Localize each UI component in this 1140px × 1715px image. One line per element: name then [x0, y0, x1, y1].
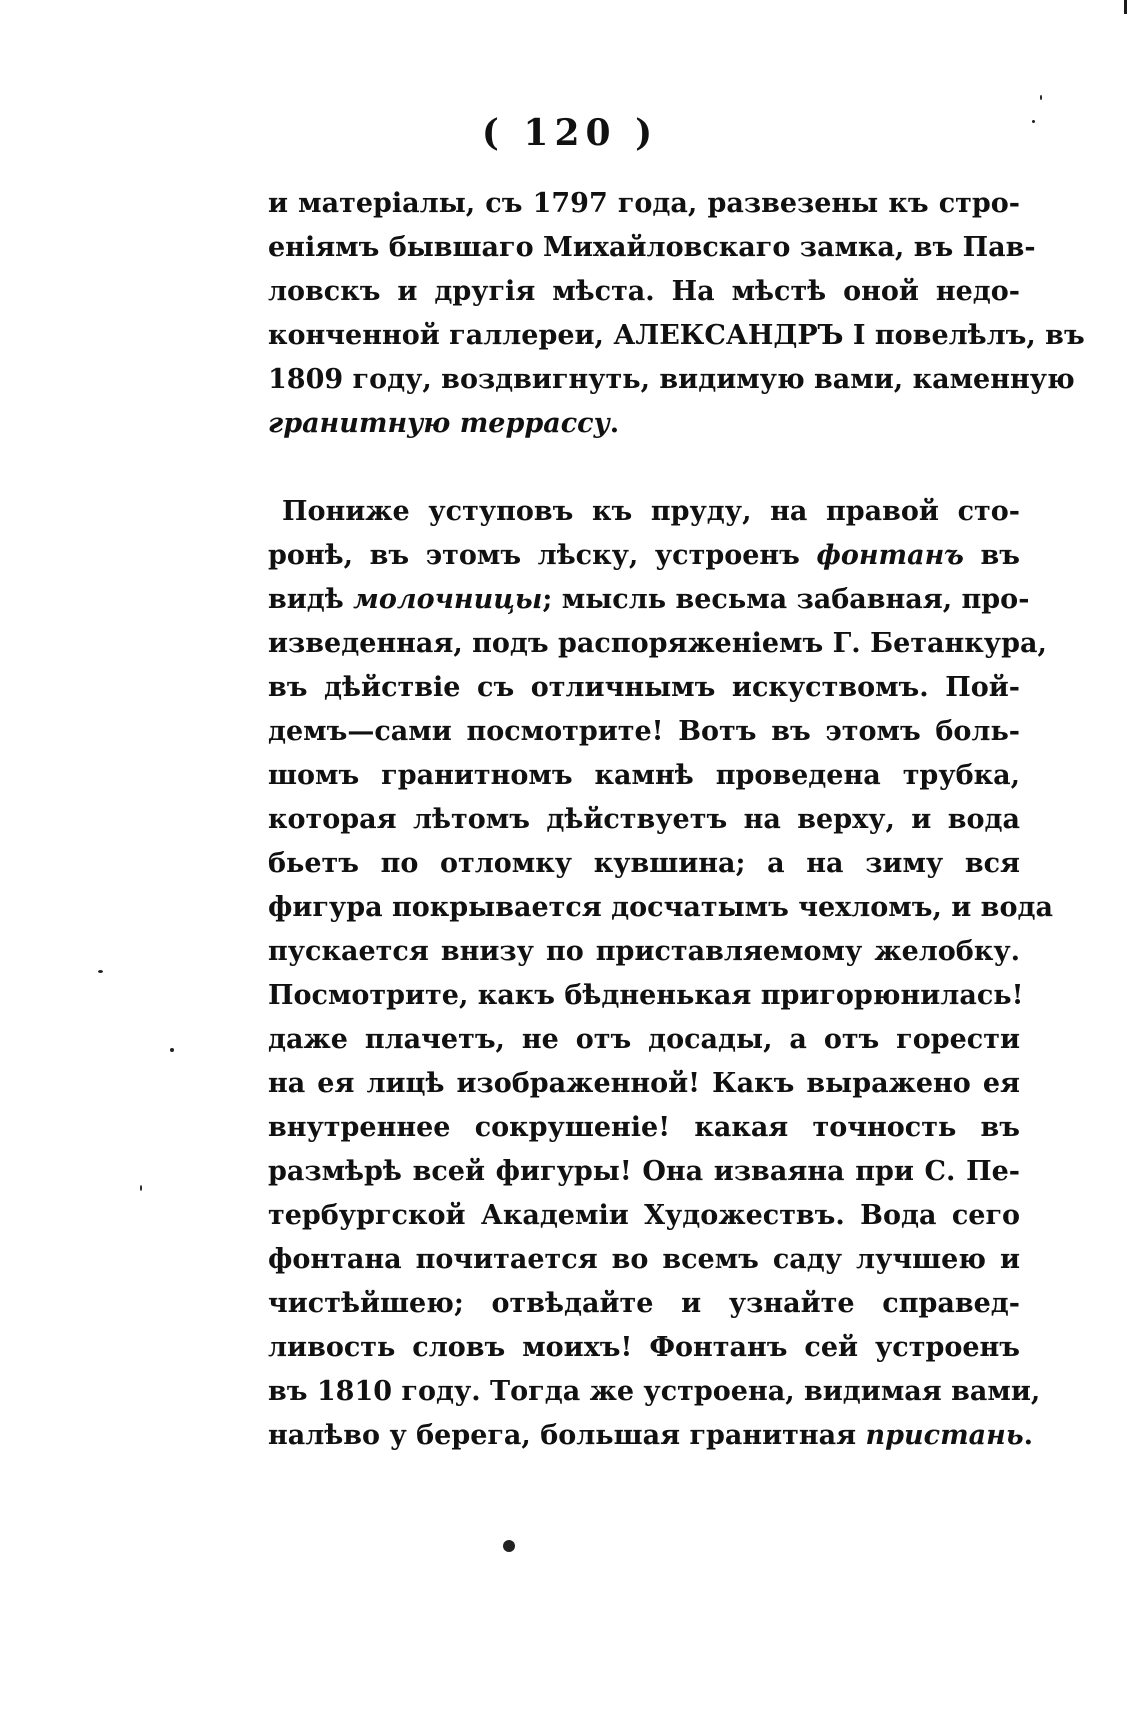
text-line: налѣво у берега, большая гранитная пристань. — [268, 1420, 1034, 1451]
page-number: ( 120 ) — [481, 112, 659, 154]
text-line: въ дѣйствіе съ отличнымъ искуствомъ. Пой- — [268, 672, 1020, 703]
text-line: ливость словъ моихъ! Фонтанъ сей устроенъ — [268, 1332, 1020, 1363]
italic-phrase: молочницы — [353, 584, 543, 615]
italic-phrase: гранитную террассу — [268, 408, 610, 439]
text-line: Посмотрите, какъ бѣдненькая пригорюнилась! — [268, 980, 1024, 1011]
text-line: даже плачетъ, не отъ досады, а отъ горести — [268, 1024, 1020, 1055]
text-line: тербургской Академіи Художествъ. Вода сего — [268, 1200, 1020, 1231]
text-line: конченной галлереи, АЛЕКСАНДРЪ I повелѣлъ, въ — [268, 320, 1085, 351]
text-line: гранитную террассу. — [268, 408, 620, 439]
text-line: и матеріалы, съ 1797 года, развезены къ стро- — [268, 188, 1020, 219]
italic-phrase: пристань — [865, 1420, 1024, 1451]
scan-speck — [140, 1185, 142, 1191]
text-line: бьетъ по отломку кувшина; а на зиму вся — [268, 848, 1020, 879]
text-line: еніямъ бывшаго Михайловскаго замка, въ Пав- — [268, 232, 1036, 263]
scan-speck — [1040, 95, 1042, 100]
text-line: пускается внизу по приставляемому желобку. — [268, 936, 1020, 967]
text-line: видѣ молочницы; мысль весьма забавная, про- — [268, 584, 1030, 615]
text-line: въ 1810 году. Тогда же устроена, видимая вами, — [268, 1376, 1041, 1407]
text-line: на ея лицѣ изображенной! Какъ выражено ея — [268, 1068, 1020, 1099]
text-line: шомъ гранитномъ камнѣ проведена трубка, — [268, 760, 1020, 791]
scan-speck — [170, 1048, 174, 1052]
text-line: чистѣйшею; отвѣдайте и узнайте справед- — [268, 1288, 1020, 1319]
text-line: Пониже уступовъ къ пруду, на правой сто- — [282, 496, 1020, 527]
scan-edge-mark — [1124, 0, 1127, 14]
paragraph-2 — [268, 490, 1053, 1458]
scan-speck — [98, 970, 103, 973]
text-line: размѣрѣ всей фигуры! Она изваяна при С. Пе- — [268, 1156, 1020, 1187]
text-line: ронѣ, въ этомъ лѣску, устроенъ фонтанъ въ — [268, 540, 1020, 571]
text-line: изведенная, подъ распоряженіемъ Г. Бетанкура, — [268, 628, 1047, 659]
text-line: фигура покрывается досчатымъ чехломъ, и вода — [268, 892, 1053, 923]
text-line: фонтана почитается во всемъ саду лучшею и — [268, 1244, 1020, 1275]
text-line: 1809 году, воздвигнуть, видимую вами, каменную — [268, 364, 1075, 395]
text-line: внутреннее сокрушеніе! какая точность въ — [268, 1112, 1020, 1143]
scan-speck — [1032, 120, 1035, 123]
italic-phrase: фонтанъ — [816, 540, 964, 571]
text-line: демъ—сами посмотрите! Вотъ въ этомъ боль- — [268, 716, 1020, 747]
text-line: которая лѣтомъ дѣйствуетъ на верху, и вода — [268, 804, 1020, 835]
scan-speck — [503, 1540, 515, 1552]
text-line: ловскъ и другія мѣста. На мѣстѣ оной недо- — [268, 276, 1020, 307]
paragraph-1 — [268, 182, 1085, 446]
